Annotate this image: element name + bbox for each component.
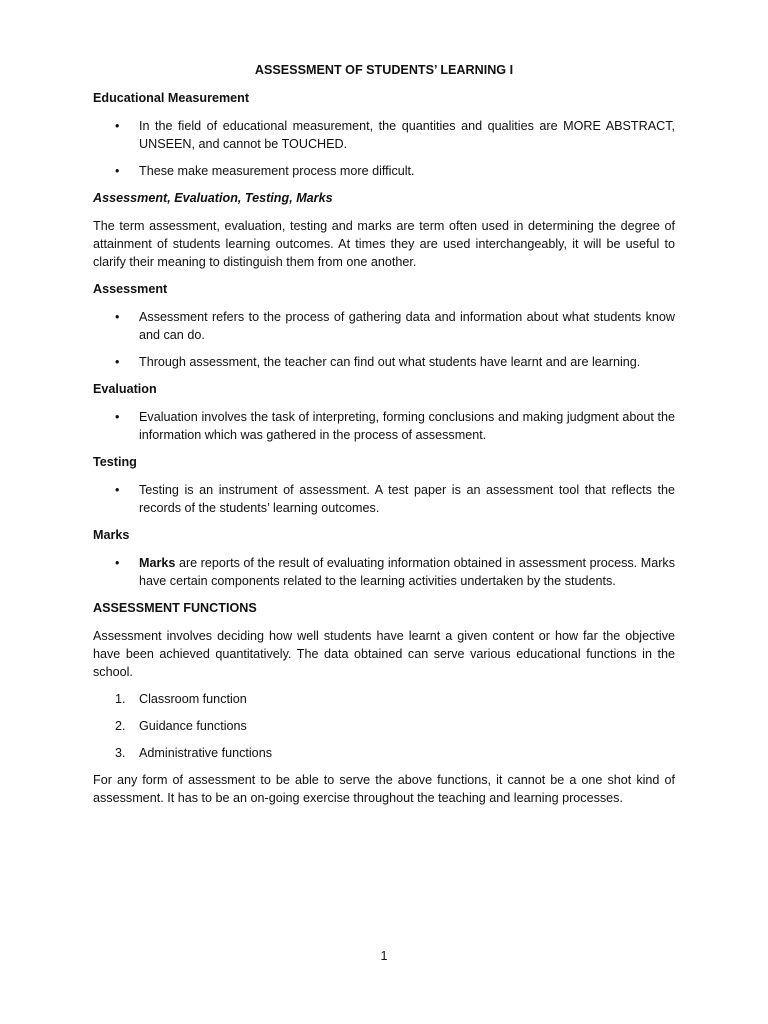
heading-testing: Testing bbox=[93, 455, 137, 469]
list-item bbox=[93, 717, 675, 735]
testing-list bbox=[93, 481, 675, 517]
list-item-text: are reports of the result of evaluating information obtained in assessment process. Marks have certain components related to the learning activities undertaken by the students. bbox=[139, 556, 675, 588]
bullet-glyph: • bbox=[115, 410, 120, 424]
list-item-text: Evaluation involves the task of interpreting, forming conclusions and making judgment about the information which was gathered in the process of assessment. bbox=[139, 410, 675, 442]
page-number: 1 bbox=[380, 949, 388, 963]
list-item bbox=[93, 481, 675, 517]
bullet-glyph: • bbox=[115, 310, 120, 324]
list-item bbox=[93, 408, 675, 444]
bullet-glyph: • bbox=[115, 164, 120, 178]
list-item bbox=[93, 162, 675, 180]
list-item bbox=[93, 554, 675, 590]
heading-marks: Marks bbox=[93, 528, 130, 542]
page-content bbox=[93, 61, 675, 816]
bullet-glyph: • bbox=[115, 119, 120, 133]
heading-assessment: Assessment bbox=[93, 282, 168, 296]
list-item bbox=[93, 308, 675, 344]
marks-list bbox=[93, 554, 675, 590]
list-item-text: These make measurement process more difficult. bbox=[139, 164, 415, 178]
aetm-paragraph: The term assessment, evaluation, testing and marks are term often used in determining the degree of attainment of students learning outcomes. At times they are used interchangeably, it will be useful to clarify their meaning to distinguish them from one another. bbox=[93, 219, 675, 269]
list-number: 3. bbox=[115, 746, 126, 760]
list-item bbox=[93, 353, 675, 371]
list-number: 2. bbox=[115, 719, 126, 733]
closing-paragraph: For any form of assessment to be able to serve the above functions, it cannot be a one shot kind of assessment. It has to be an on-going exercise throughout the teaching and learning processes. bbox=[93, 773, 675, 805]
list-item-text: Testing is an instrument of assessment. A test paper is an assessment tool that reflects the records of the students’ learning outcomes. bbox=[139, 483, 675, 515]
list-item-text: Administrative functions bbox=[139, 746, 272, 760]
marks-bold-term: Marks bbox=[139, 556, 176, 570]
heading-assessment-evaluation-testing-marks: Assessment, Evaluation, Testing, Marks bbox=[93, 191, 333, 205]
functions-list bbox=[93, 690, 675, 762]
list-item bbox=[93, 744, 675, 762]
bullet-glyph: • bbox=[115, 355, 120, 369]
document-title: ASSESSMENT OF STUDENTS’ LEARNING I bbox=[254, 63, 514, 77]
functions-paragraph: Assessment involves deciding how well students have learnt a given content or how far the objective have been achieved quantitatively. The data obtained can serve various educational functions in the school. bbox=[93, 629, 675, 679]
list-item-text: Through assessment, the teacher can find out what students have learnt and are learning. bbox=[139, 355, 641, 369]
educational-measurement-list bbox=[93, 117, 675, 180]
list-number: 1. bbox=[115, 692, 126, 706]
list-item bbox=[93, 117, 675, 153]
heading-evaluation: Evaluation bbox=[93, 382, 157, 396]
evaluation-list bbox=[93, 408, 675, 444]
list-item-text: Guidance functions bbox=[139, 719, 247, 733]
list-item-text: Assessment refers to the process of gathering data and information about what students know and can do. bbox=[139, 310, 675, 342]
assessment-list bbox=[93, 308, 675, 371]
bullet-glyph: • bbox=[115, 556, 120, 570]
heading-assessment-functions: ASSESSMENT FUNCTIONS bbox=[93, 601, 257, 615]
list-item-text: In the field of educational measurement, the quantities and qualities are MORE ABSTRACT, UNSEEN, and cannot be TOUCHED. bbox=[139, 119, 675, 151]
list-item-text: Classroom function bbox=[139, 692, 247, 706]
bullet-glyph: • bbox=[115, 483, 120, 497]
list-item bbox=[93, 690, 675, 708]
heading-educational-measurement: Educational Measurement bbox=[93, 91, 250, 105]
